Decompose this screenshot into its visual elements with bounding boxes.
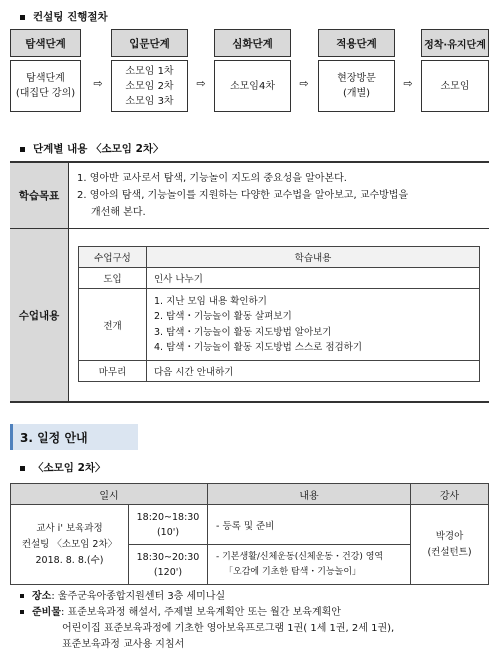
instructor-role: (컨설턴트): [427, 546, 472, 558]
goals-list: [77, 170, 408, 221]
stage-body-line: 현장방문: [337, 73, 376, 84]
table-rule: [10, 228, 489, 229]
event-line: 교사 i' 보육과정: [36, 522, 103, 534]
phase-cell: 전개: [79, 289, 147, 361]
stage-head-5: 정착·유지단계: [421, 29, 489, 57]
time-cell: [129, 505, 208, 545]
class-content-label: 수업내용: [10, 229, 68, 402]
prep-line: 표준보육과정 교사용 지침서: [62, 639, 185, 650]
goals-label: 학습목표: [10, 163, 68, 228]
content-cell: - 등록 및 준비: [208, 505, 411, 545]
bullet-icon: [20, 15, 25, 20]
table-row: [79, 268, 480, 289]
phase-cell: 마무리: [79, 361, 147, 382]
content-line: 3. 탐색・기능놀이 활동 지도방법 알아보기: [154, 326, 332, 338]
table-row: [11, 505, 489, 545]
heading-text: 3. 일정 안내: [20, 431, 88, 445]
table-rule: [68, 163, 69, 402]
time-text: 18:30~20:30: [136, 551, 200, 563]
place-note: [20, 589, 394, 605]
prep-note: [20, 605, 394, 621]
table-rule: [10, 401, 489, 403]
bullet-icon: [20, 147, 25, 152]
col-header-content: 내용: [208, 484, 411, 505]
table-rule: [10, 161, 489, 163]
stage-body-3: [214, 60, 291, 112]
arrow-right-icon: ⇨: [196, 77, 206, 90]
bullet-icon: [20, 594, 24, 598]
content-cell: [147, 289, 480, 361]
goal-item: 2. 영아의 탐색, 기능놀이를 지원하는 다양한 교수법을 알아보고, 교수방법을: [77, 190, 409, 201]
place-label: 장소: [32, 591, 52, 602]
content-cell: 다음 시간 안내하기: [147, 361, 480, 382]
notes: [20, 589, 394, 653]
section-title-text: 단계별 내용 〈소모임 2차〉: [33, 143, 164, 155]
subsection-title-text: 〈소모임 2차〉: [33, 462, 106, 474]
class-content-table: [78, 246, 480, 382]
stage-head-3: 심화단계: [214, 29, 291, 57]
heading-accent: [10, 424, 13, 450]
goal-item: 개선해 본다.: [91, 207, 146, 218]
time-cell: [129, 545, 208, 585]
stage-body-line: (대집단 강의): [15, 88, 76, 99]
col-header-phase: 수업구성: [79, 247, 147, 268]
content-line: 2. 탐색・기능놀이 활동 살펴보기: [154, 311, 292, 322]
phase-cell: 도입: [79, 268, 147, 289]
col-header-instructor: 강사: [411, 484, 489, 505]
stage-body-line: 소모임4차: [229, 80, 275, 92]
content-line: 4. 탐색・기능놀이 활동 지도방법 스스로 점검하기: [154, 342, 363, 353]
place-text: : 울주군육아종합지원센터 3층 세미나실: [51, 591, 226, 602]
content-line: 1. 지난 모임 내용 확인하기: [154, 295, 267, 307]
stage-head-1: 탐색단계: [10, 29, 81, 57]
content-cell: 인사 나누기: [147, 268, 480, 289]
instructor-cell: [411, 505, 489, 585]
section-title-text: 컨설팅 진행절차: [33, 11, 108, 23]
event-line: 컨설팅 〈소모임 2차〉: [21, 538, 118, 550]
stage-body-line: 탐색단계: [26, 73, 65, 84]
prep-label: 준비물: [32, 607, 61, 618]
stage-body-5: [421, 60, 489, 112]
time-text: 18:20~18:30: [136, 511, 200, 523]
table-row: [79, 361, 480, 382]
section-title-process: [20, 9, 108, 24]
section-title-detail: [20, 141, 164, 156]
schedule-table: [10, 483, 489, 585]
duration-text: (10'): [156, 526, 180, 538]
subsection-title: [20, 460, 106, 475]
col-header-content: 학습내용: [147, 247, 480, 268]
arrow-right-icon: ⇨: [299, 77, 309, 90]
stage-body-4: [318, 60, 395, 112]
table-row: [79, 289, 480, 361]
stage-head-4: 적용단계: [318, 29, 395, 57]
content-line: - 기본생활/신체운동(신체운동・건강) 영역: [216, 551, 384, 562]
arrow-right-icon: ⇨: [403, 77, 413, 90]
bullet-icon: [20, 610, 24, 614]
stage-head-2: 입문단계: [111, 29, 188, 57]
col-header-datetime: 일시: [11, 484, 208, 505]
content-line: 「오감에 기초한 탐색・기능놀이」: [224, 566, 362, 577]
bullet-icon: [20, 466, 25, 471]
stage-body-line: 소모임 3차: [125, 95, 174, 107]
content-cell: [208, 545, 411, 585]
event-line: 2018. 8. 8.(수): [35, 554, 104, 566]
section-heading-schedule: [10, 424, 138, 450]
event-cell: [11, 505, 129, 585]
stage-body-2: [111, 60, 188, 112]
duration-text: (120'): [153, 566, 183, 578]
arrow-right-icon: ⇨: [93, 77, 103, 90]
prep-line: : 표준보육과정 해설서, 주제별 보육계획안 또는 월간 보육계획안: [60, 607, 341, 618]
stage-body-line: (개별): [342, 88, 371, 99]
stage-body-line: 소모임: [440, 80, 470, 92]
stage-body-line: 소모임 2차: [125, 80, 174, 92]
stage-body-1: [10, 60, 81, 112]
instructor-name: 박경아: [435, 530, 464, 542]
goal-item: 1. 영아반 교사로서 탐색, 기능놀이 지도의 중요성을 알아본다.: [77, 173, 347, 184]
stage-body-line: 소모임 1차: [125, 65, 174, 77]
prep-line: 어린이집 표준보육과정에 기초한 영아보육프로그램 1권( 1세 1권, 2세 1권),: [62, 623, 395, 634]
